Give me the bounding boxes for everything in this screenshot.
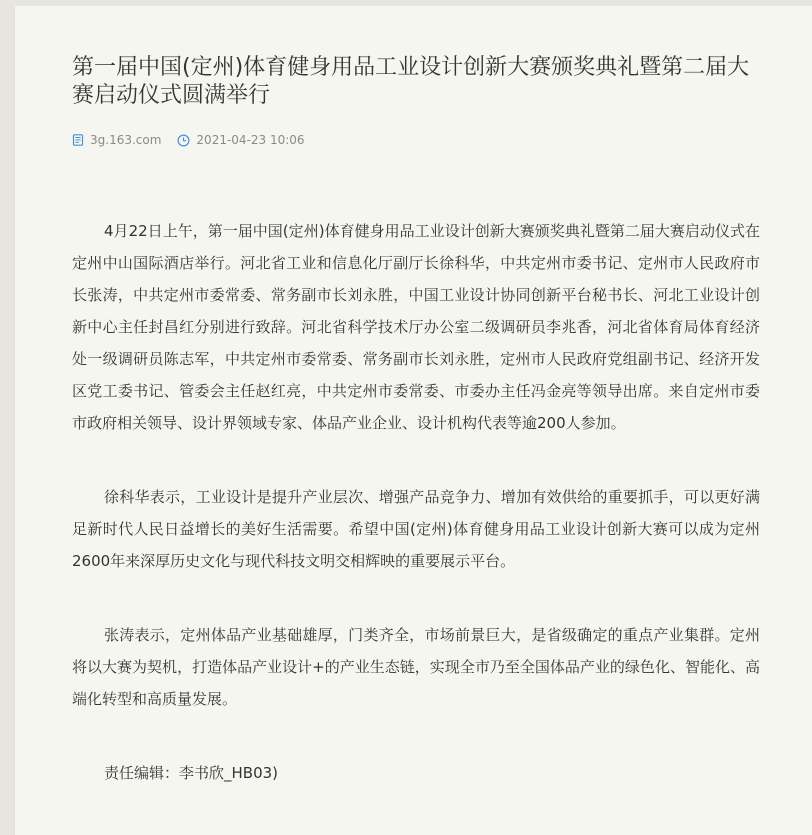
article-page (14, 6, 812, 835)
paragraph: 张涛表示，定州体品产业基础雄厚，门类齐全，市场前景巨大，是省级确定的重点产业集群。定州将以大赛为契机，打造体品产业设计+的产业生态链，实现全市乃至全国体品产业的绿色化、智能化、高端化转型和高质量发展。 (72, 626, 760, 708)
article-title: 第一届中国(定州)体育健身用品工业设计创新大赛颁奖典礼暨第二届大赛启动仪式圆满举行 (72, 55, 750, 108)
date-meta (177, 133, 304, 147)
document-icon (72, 134, 90, 146)
source-text[interactable]: 3g.163.com (90, 133, 162, 147)
editor-credit: 责任编辑：李书欣_HB03) (104, 764, 279, 782)
date-text: 2021-04-23 10:06 (196, 133, 305, 147)
paragraph: 徐科华表示，工业设计是提升产业层次、增强产品竞争力、增加有效供给的重要抓手，可以更好满足新时代人民日益增长的美好生活需要。希望中国(定州)体育健身用品工业设计创新大赛可以成为定州2600年来深厚历史文化与现代科技文明交相辉映的重要展示平台。 (72, 488, 760, 570)
article-content (72, 215, 760, 789)
source-meta[interactable] (72, 133, 161, 147)
clock-icon (177, 134, 196, 147)
paragraph: 4月22日上午，第一届中国(定州)体育健身用品工业设计创新大赛颁奖典礼暨第二届大赛启动仪式在定州中山国际酒店举行。河北省工业和信息化厅副厅长徐科华，中共定州市委书记、定州市人民政府市长张涛，中共定州市委常委、常务副市长刘永胜，中国工业设计协同创新平台秘书长、河北工业设计创新中心主任封昌红分别进行致辞。河北省科学技术厅办公室二级调研员李兆香，河北省体育局体育经济处一级调研员陈志军，中共定州市委常委、常务副市长刘永胜，定州市人民政府党组副书记、经济开发区党工委书记、管委会主任赵红亮，中共定州市委常委、市委办主任冯金亮等领导出席。来自定州市委市政府相关领导、设计界领域专家、体品产业企业、设计机构代表等逾200人参加。 (72, 222, 760, 432)
article-meta (72, 132, 305, 148)
